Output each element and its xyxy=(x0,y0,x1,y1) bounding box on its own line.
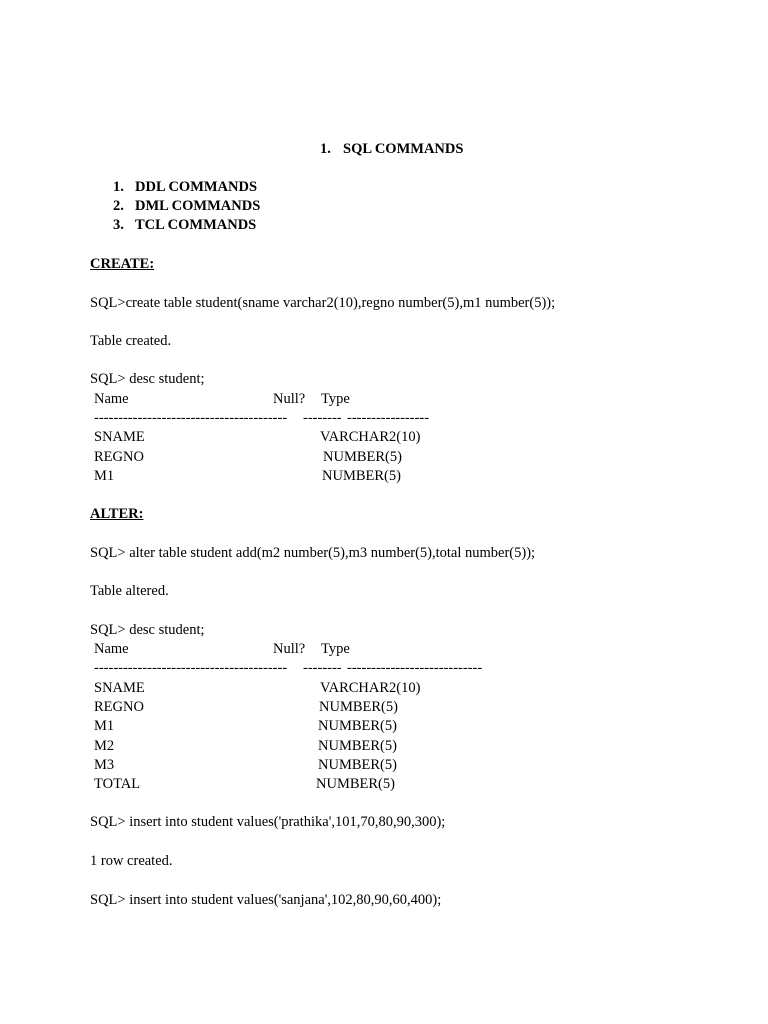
insert-result-message: 1 row created. xyxy=(90,853,173,869)
table-row-type: NUMBER(5) xyxy=(316,776,395,792)
table-row-name: M2 xyxy=(94,738,115,754)
heading-number: 1. xyxy=(320,141,331,157)
insert-command: SQL> insert into student values('prathika',101,70,80,90,300); xyxy=(90,814,446,830)
table-row-type: VARCHAR2(10) xyxy=(320,680,421,696)
desc-command: SQL> desc student; xyxy=(90,371,205,387)
desc-command: SQL> desc student; xyxy=(90,622,205,638)
list-item-dml: DML COMMANDS xyxy=(135,198,261,214)
create-table-command: SQL>create table student(sname varchar2(10),regno number(5),m1 number(5)); xyxy=(90,295,556,311)
list-item-number: 3. xyxy=(113,217,124,233)
table-row-name: M1 xyxy=(94,468,115,484)
table-row-type: NUMBER(5) xyxy=(318,757,397,773)
table-row-name: REGNO xyxy=(94,449,144,465)
table-row-type: NUMBER(5) xyxy=(319,699,398,715)
table-row-type: NUMBER(5) xyxy=(318,718,397,734)
separator-dashes-null: -------- xyxy=(303,410,342,426)
table-row-name: SNAME xyxy=(94,680,145,696)
alter-table-command: SQL> alter table student add(m2 number(5),m3 number(5),total number(5)); xyxy=(90,545,536,561)
alter-result-message: Table altered. xyxy=(90,583,169,599)
alter-section-heading: ALTER: xyxy=(90,506,144,522)
column-header-null: Null? xyxy=(273,641,306,657)
table-row-type: VARCHAR2(10) xyxy=(320,429,421,445)
list-item-number: 2. xyxy=(113,198,124,214)
table-row-name: M1 xyxy=(94,718,115,734)
separator-dashes-name: ---------------------------------------- xyxy=(94,660,288,676)
table-row-name: M3 xyxy=(94,757,115,773)
list-item-number: 1. xyxy=(113,179,124,195)
table-row-name: REGNO xyxy=(94,699,144,715)
separator-dashes-type: ---------------------------- xyxy=(347,660,483,676)
insert-command: SQL> insert into student values('sanjana',102,80,90,60,400); xyxy=(90,892,442,908)
create-result-message: Table created. xyxy=(90,333,172,349)
list-item-ddl: DDL COMMANDS xyxy=(135,179,258,195)
table-row-type: NUMBER(5) xyxy=(322,468,401,484)
create-section-heading: CREATE: xyxy=(90,256,155,272)
column-header-type: Type xyxy=(321,641,350,657)
page-title: SQL COMMANDS xyxy=(343,141,464,157)
table-row-type: NUMBER(5) xyxy=(323,449,402,465)
table-row-type: NUMBER(5) xyxy=(318,738,397,754)
column-header-null: Null? xyxy=(273,391,306,407)
separator-dashes-type: ----------------- xyxy=(347,410,430,426)
separator-dashes-null: -------- xyxy=(303,660,342,676)
column-header-type: Type xyxy=(321,391,350,407)
separator-dashes-name: ---------------------------------------- xyxy=(94,410,288,426)
table-row-name: SNAME xyxy=(94,429,145,445)
table-row-name: TOTAL xyxy=(94,776,141,792)
column-header-name: Name xyxy=(94,391,129,407)
column-header-name: Name xyxy=(94,641,129,657)
list-item-tcl: TCL COMMANDS xyxy=(135,217,257,233)
